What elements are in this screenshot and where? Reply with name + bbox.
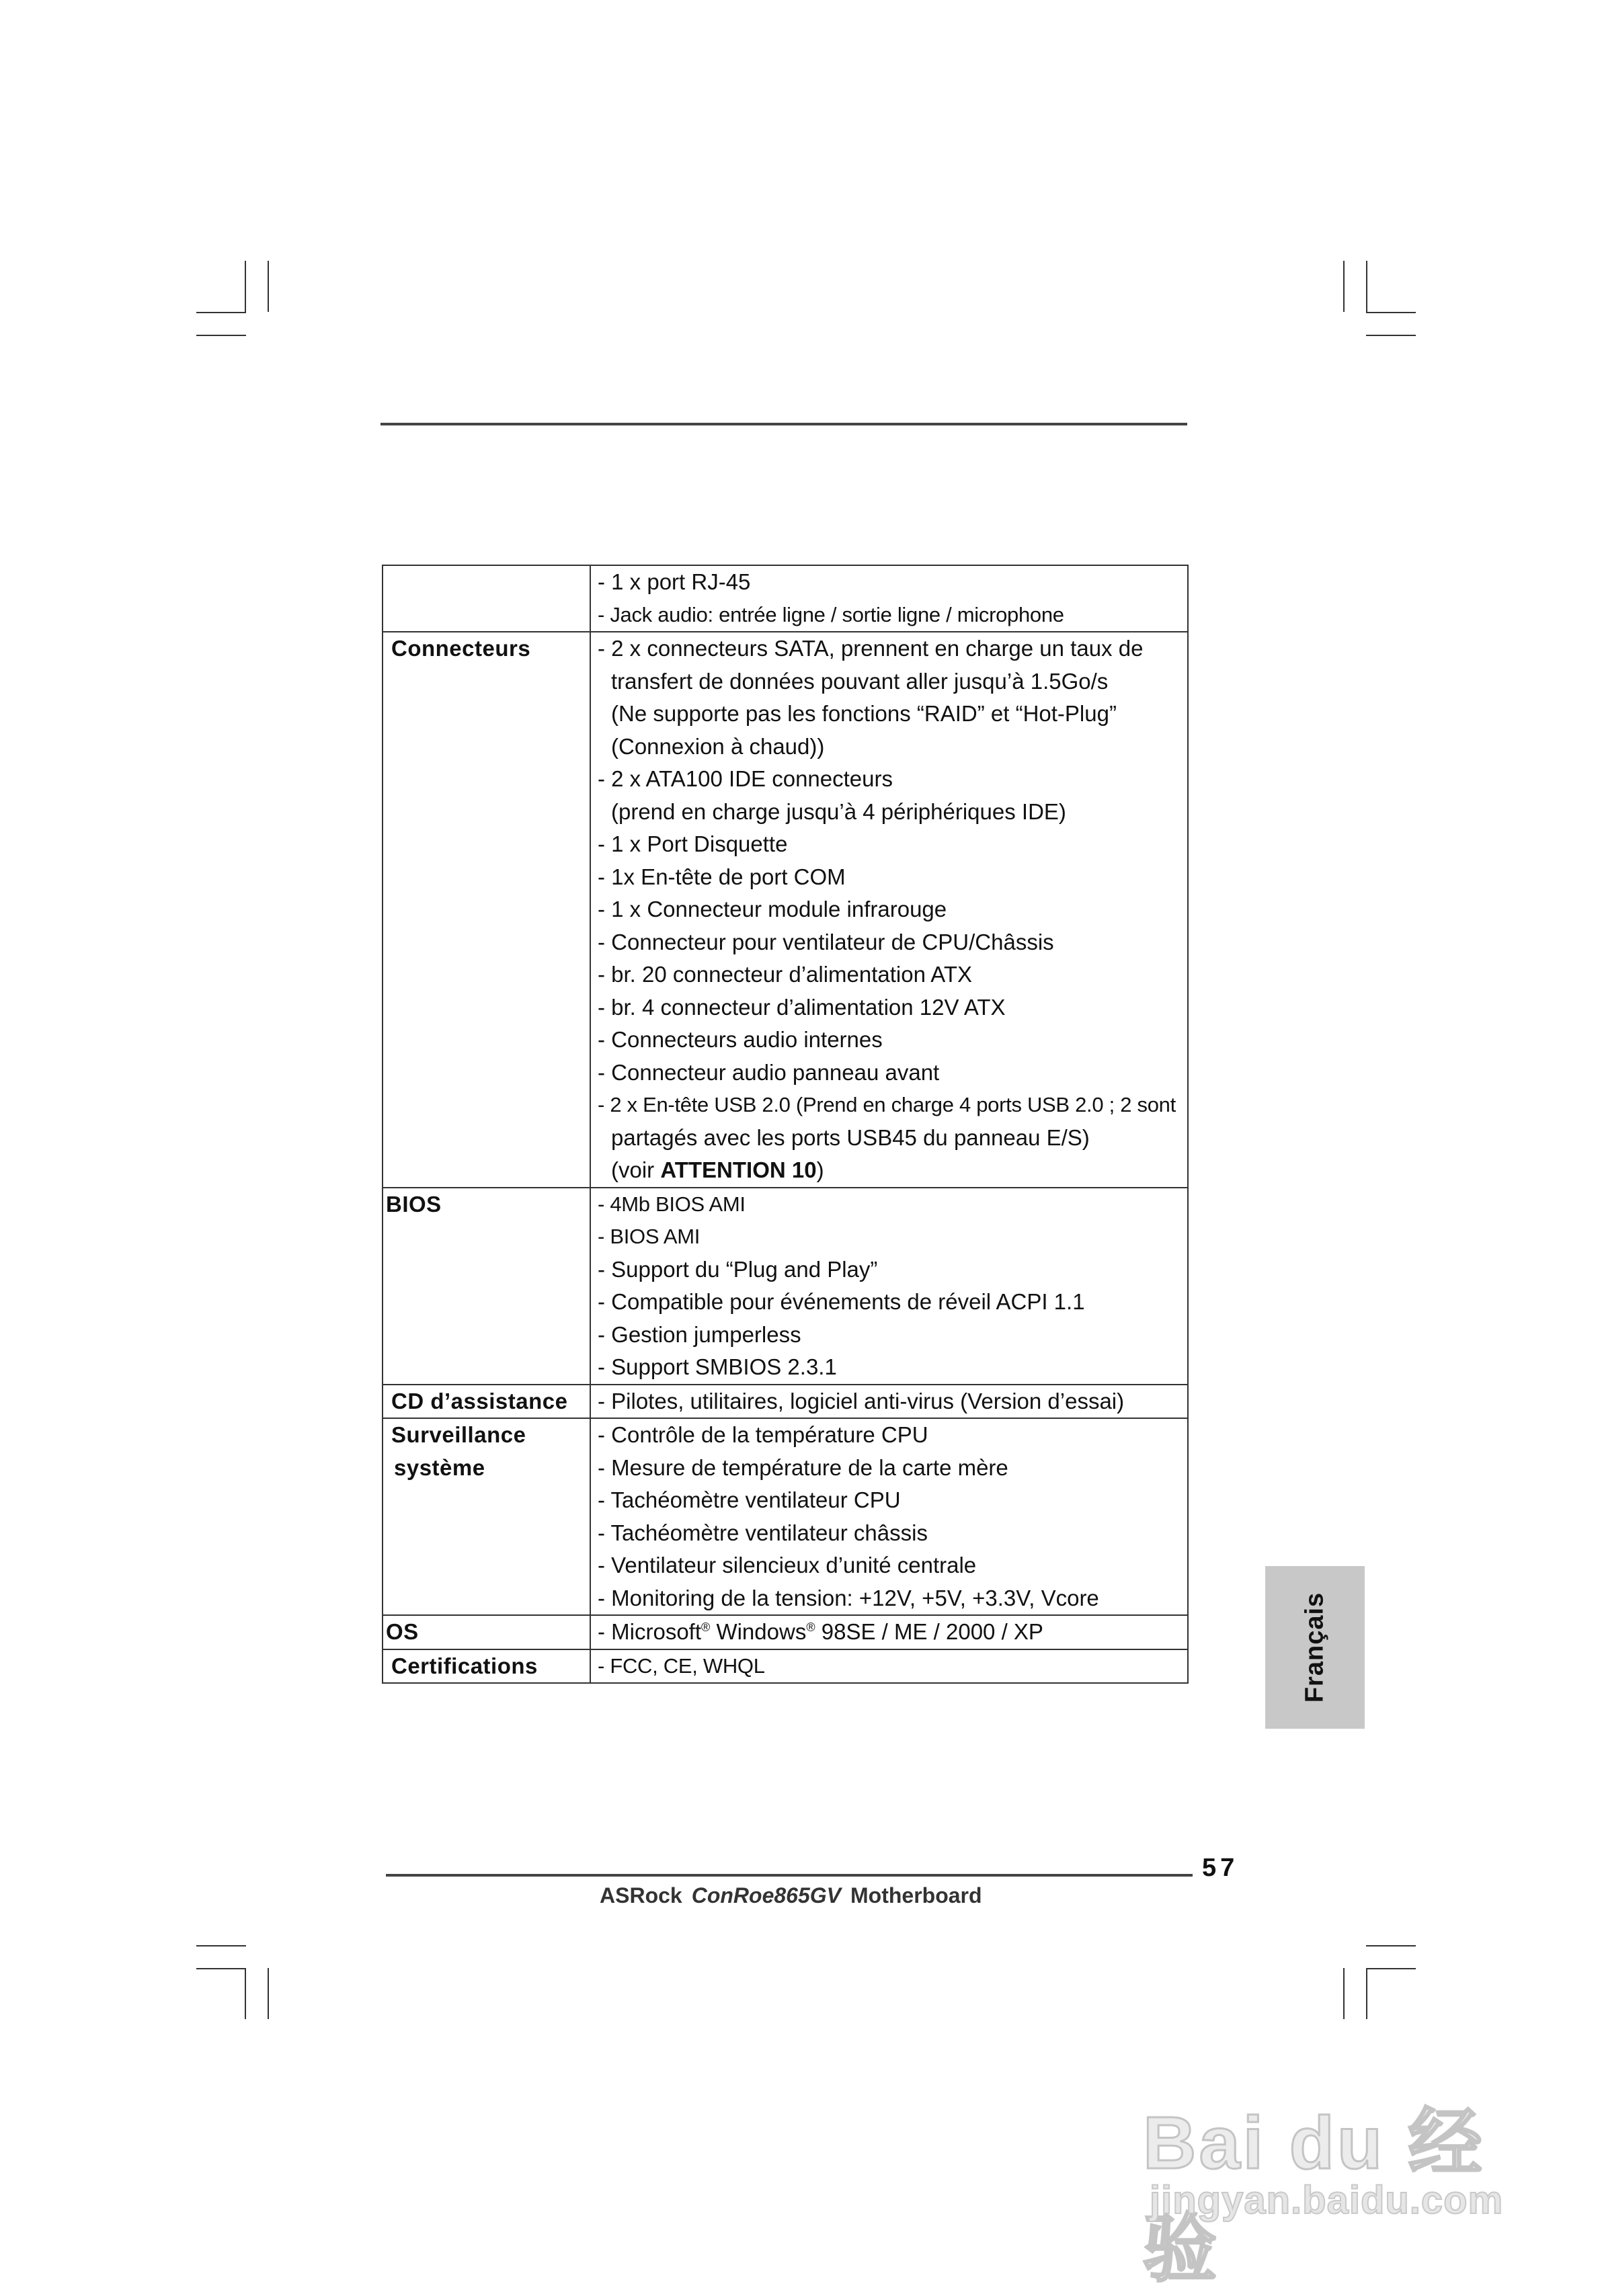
table-row <box>383 1649 1188 1684</box>
spec-table <box>382 565 1189 1684</box>
crop-mark <box>196 312 246 313</box>
table-row <box>383 1385 1188 1419</box>
spec-item: partagés avec les ports USB45 du panneau E/S) <box>611 1124 1090 1150</box>
attention-prefix: (voir <box>611 1157 661 1182</box>
footer-title <box>600 1883 982 1908</box>
spec-item: - br. 4 connecteur d’alimentation 12V ATX <box>598 994 1006 1020</box>
table-row <box>383 1615 1188 1649</box>
spec-item: - Jack audio: entrée ligne / sortie ligne / microphone <box>598 602 1064 626</box>
spec-item: - Monitoring de la tension: +12V, +5V, +3.3V, Vcore <box>598 1585 1099 1610</box>
crop-mark <box>1366 1945 1416 1946</box>
row-value <box>590 565 1188 632</box>
header-rule <box>381 423 1187 425</box>
row-label: Connecteurs <box>383 632 590 1188</box>
crop-mark <box>1366 261 1367 312</box>
spec-item: - 2 x En-tête USB 2.0 (Prend en charge 4 ports USB 2.0 ; 2 sont <box>598 1093 1176 1116</box>
spec-item: - 1x En-tête de port COM <box>598 864 846 889</box>
spec-item: - 1 x Connecteur module infrarouge <box>598 897 947 921</box>
spec-item: - Contrôle de la température CPU <box>598 1422 928 1447</box>
registered-mark: ® <box>806 1621 815 1634</box>
row-label: Certifications <box>383 1649 590 1684</box>
row-label: CD d’assistance <box>383 1385 590 1419</box>
footer-rule <box>386 1874 1193 1877</box>
spec-item: - BIOS AMI <box>598 1225 701 1248</box>
spec-item: - Compatible pour événements de réveil ACPI 1.1 <box>598 1289 1085 1314</box>
watermark-url: jingyan.baidu.com <box>1150 2178 1504 2222</box>
crop-mark <box>1366 312 1416 313</box>
spec-item: - 2 x ATA100 IDE connecteurs <box>598 766 893 791</box>
spec-item: (Connexion à chaud)) <box>611 733 825 759</box>
spec-item: - Support du “Plug and Play” <box>598 1256 878 1282</box>
spec-item: - 1 x port RJ-45 <box>598 569 751 594</box>
spec-item: - Connecteur audio panneau avant <box>598 1059 940 1085</box>
spec-item: (prend en charge jusqu’à 4 périphériques IDE) <box>611 798 1066 824</box>
table-row <box>383 1418 1188 1615</box>
row-label-line: Surveillance <box>391 1422 526 1447</box>
footer-product: Motherboard <box>850 1883 982 1908</box>
spec-item: - FCC, CE, WHQL <box>598 1653 765 1678</box>
os-versions: 98SE / ME / 2000 / XP <box>815 1619 1043 1644</box>
spec-item: - Support SMBIOS 2.3.1 <box>598 1354 837 1379</box>
table-row <box>383 632 1188 1188</box>
table-row <box>383 1188 1188 1385</box>
footer-model: ConRoe865GV <box>691 1883 841 1908</box>
row-label: OS <box>383 1615 590 1649</box>
crop-mark <box>1343 1968 1345 2019</box>
attention-ref: ATTENTION 10 <box>660 1157 817 1182</box>
row-label <box>383 1418 590 1615</box>
crop-mark <box>1366 335 1416 336</box>
crop-mark <box>1366 1968 1367 2019</box>
crop-mark <box>196 1968 246 1969</box>
spec-item: - 2 x connecteurs SATA, prennent en charge un taux de <box>598 636 1144 661</box>
watermark-logo: Bai du 经验 <box>1143 2102 1485 2291</box>
spec-item: - 1 x Port Disquette <box>598 831 788 856</box>
row-value <box>590 632 1188 1188</box>
spec-item: (Ne supporte pas les fonctions “RAID” et “Hot-Plug” <box>611 701 1117 726</box>
crop-mark <box>1343 261 1345 312</box>
spec-item: - Mesure de température de la carte mère <box>598 1454 1008 1480</box>
crop-mark <box>245 1968 246 2019</box>
crop-mark <box>268 1968 269 2019</box>
spec-item: - Tachéomètre ventilateur châssis <box>598 1520 928 1545</box>
spec-item: - Ventilateur silencieux d’unité centrale <box>598 1553 977 1577</box>
row-value <box>590 1385 1188 1419</box>
language-tab <box>1265 1566 1365 1729</box>
spec-item: - Connecteurs audio internes <box>598 1027 883 1052</box>
spec-item: transfert de données pouvant aller jusqu’à 1.5Go/s <box>611 668 1109 694</box>
row-value <box>590 1418 1188 1615</box>
crop-mark <box>196 335 246 336</box>
spec-item: - br. 20 connecteur d’alimentation ATX <box>598 962 973 987</box>
row-label: BIOS <box>383 1188 590 1385</box>
table-row <box>383 565 1188 632</box>
spec-item: - Connecteur pour ventilateur de CPU/Châssis <box>598 929 1054 954</box>
language-label: Français <box>1300 1592 1329 1703</box>
os-vendor: - Microsoft <box>598 1619 702 1644</box>
page-number: 57 <box>1202 1854 1239 1882</box>
crop-mark <box>1366 1968 1416 1969</box>
row-value <box>590 1615 1188 1649</box>
row-label-line: système <box>394 1454 485 1480</box>
crop-mark <box>268 261 269 312</box>
registered-mark: ® <box>701 1621 711 1634</box>
spec-item: - Pilotes, utilitaires, logiciel anti-virus (Version d’essai) <box>598 1388 1125 1413</box>
attention-suffix: ) <box>816 1157 824 1182</box>
spec-item: - Gestion jumperless <box>598 1321 801 1347</box>
spec-item: - 4Mb BIOS AMI <box>598 1192 746 1216</box>
os-name: Windows <box>710 1619 807 1644</box>
footer-brand: ASRock <box>600 1883 682 1908</box>
spec-item <box>598 1154 1187 1187</box>
spec-item <box>598 1616 1187 1649</box>
crop-mark <box>196 1945 246 1946</box>
row-value <box>590 1649 1188 1684</box>
row-label <box>383 565 590 632</box>
spec-item: - Tachéomètre ventilateur CPU <box>598 1487 901 1512</box>
watermark <box>1143 2070 1519 2291</box>
row-value <box>590 1188 1188 1385</box>
crop-mark <box>245 261 246 312</box>
